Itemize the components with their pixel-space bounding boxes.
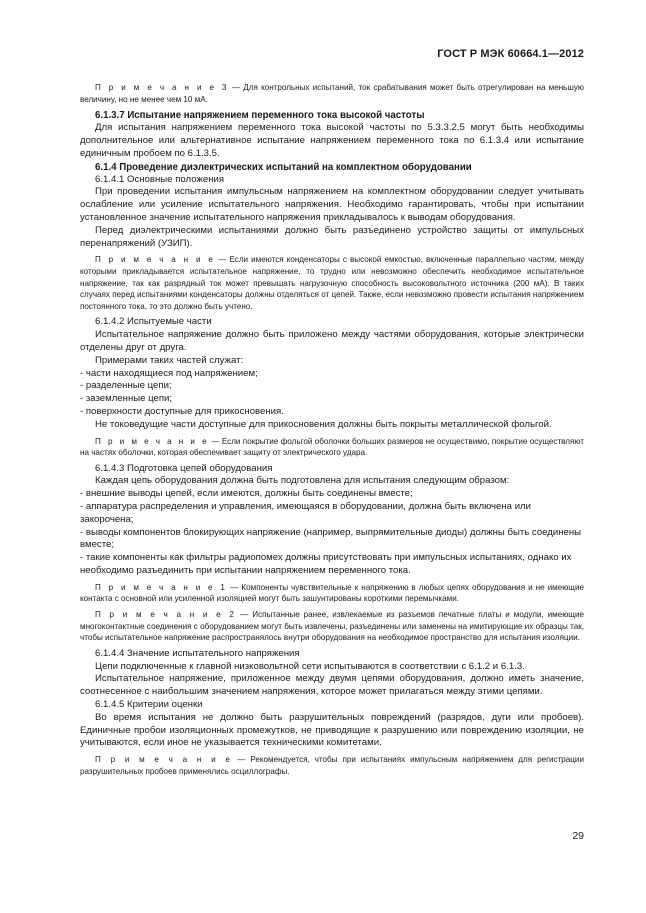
note-3 (80, 82, 584, 105)
heading-6-1-4-1: 6.1.4.1 Основные положения (95, 173, 225, 185)
heading-6-1-4: 6.1.4 Проведение диэлектрических испытаний на комплектном оборудовании (95, 161, 472, 173)
note-label: П р и м е ч а н и е (95, 255, 216, 265)
note (80, 436, 584, 459)
paragraph: Испытательное напряжение, приложенное между двумя цепями оборудования, должно иметь значение, соотнесенное с наибольшим значением напряжения, которое может прилагаться между этими цепями. (80, 673, 584, 698)
page-content (80, 78, 584, 781)
paragraph: Каждая цепь оборудования должна быть подготовлена для испытания следующим образом: (95, 475, 510, 487)
standard-header: ГОСТ Р МЭК 60664.1—2012 (437, 48, 584, 60)
paragraph: Примерами таких частей служат: (95, 354, 244, 366)
heading-6-1-4-2: 6.1.4.2 Испытуемые части (95, 316, 212, 328)
heading-6-1-4-3: 6.1.4.3 Подготовка цепей оборудования (95, 462, 273, 474)
paragraph: При проведении испытания импульсным напряжением на комплектном оборудовании следует учитывать ослабление или усиление испытательного напряжения. Необходимо гарантировать, чтобы при испытании установленное значение испытательного напряжения прикладывалось к выводам оборудования. (80, 186, 584, 223)
note-2 (80, 609, 584, 644)
page-number: 29 (572, 830, 584, 842)
note-text: — Испытанные ранее, извлекаемые из разъемов печатные платы и модули, имеющие многоконтактные соединения с оборудованием могут быть извлечены, разъединены или заменены на имитирующие их образцы так, чтобы испытательное напряжение распространялось внутри оборудования на необходимое пространство для испытания изоляции. (80, 610, 584, 643)
paragraph: Цепи подключенные к главной низковольтной сети испытываются в соответствии с 6.1.2 и 6.1.3. (95, 660, 525, 672)
list-item: - заземленные цепи; (80, 393, 173, 405)
note-text: — Рекомендуется, чтобы при испытаниях импульсным напряжением для регистрации разрушительных пробоев применялись осциллографы. (80, 755, 584, 776)
note-text: — Для контрольных испытаний, ток срабатывания может быть отрегулирован на меньшую величину, но не менее чем 10 мА. (80, 83, 584, 104)
note-label: П р и м е ч а н и е 2 (95, 610, 237, 620)
heading-6-1-4-4: 6.1.4.4 Значение испытательного напряжения (95, 647, 300, 659)
list-item: - разделенные цепи; (80, 380, 172, 392)
paragraph: Для испытания напряжением переменного тока высокой частоты по 5.3.3.2.5 могут быть необходимы дополнительное или альтернативное испытание напряжением переменного тока по 6.1.3.4 или испытание единичным пробоем по 6.1.3.5. (80, 122, 584, 159)
note-text: — Если покрытие фольгой оболочки больших размеров не осуществимо, покрытие осуществляют на частях оболочки, которая обеспечивает защиту от электрического удара. (80, 436, 584, 458)
list-item: - внешние выводы цепей, если имеются, должны быть соединены вместе; (80, 488, 413, 500)
list-item: - выводы компонентов блокирующих напряжение (например, выпрямительные диоды) должны быть соединены вместе; (80, 526, 582, 551)
heading-6-1-4-5: 6.1.4.5 Критерии оценки (95, 699, 203, 711)
list-item: - такие компоненты как фильтры радиопомех должны присутствовать при импульсных испытаниях, однако их необходимо разъединить при испытании напряжением переменного тока. (80, 552, 572, 577)
list-item: - аппаратура распределения и управления, имеющаяся в оборудовании, должна быть включена или закорочена; (80, 501, 532, 525)
paragraph: Перед диэлектрическими испытаниями должно быть разъединено устройство защиты от импульсных перенапряжений (УЗИП). (80, 224, 584, 249)
list-item: - поверхности доступные для прикосновения. (80, 405, 284, 417)
note (80, 754, 584, 777)
note (80, 254, 584, 312)
heading-6-1-3-7: 6.1.3.7 Испытание напряжением переменного тока высокой частоты (95, 110, 425, 122)
note-label: П р и м е ч а н и е (95, 755, 233, 765)
note-label: П р и м е ч а н и е 3 (95, 83, 229, 92)
list-item: - части находящиеся под напряжением; (80, 367, 258, 379)
note-1 (80, 582, 584, 605)
note-text: — Если имеются конденсаторы с высокой емкостью, включенные параллельно частям, между которыми прикладывается испытательное напряжение, то трудно или невозможно обеспечить необходимое испытательное напряжение, так как разрядный ток может превышать нагрузочную способность высоковольтного источника (200 мА). В таких случаях перед испытаниями конденсаторы должны отделяться от цепей. Также, если невозможно провести испытания напряжением постоянного тока, то это должно быть учтено. (80, 255, 584, 311)
note-label: П р и м е ч а н и е 1 (95, 582, 228, 592)
paragraph: Во время испытания не должно быть разрушительных повреждений (разрядов, дуги или пробоев). Единичные пробои изоляционных промежутков, не приводящие к разрушению или повреждению изоляции, не учитываются, если иное не указывается техническими комитетами. (80, 711, 584, 749)
paragraph: Не токоведущие части доступные для прикосновения должны быть покрыты металлической фольгой. (95, 418, 552, 430)
note-label: П р и м е ч а н и е (95, 436, 210, 446)
paragraph: Испытательное напряжение должно быть приложено между частями оборудования, которые электрически отделены друг от друга. (80, 329, 584, 353)
note-text: — Компоненты чувствительные к напряжению в любых цепях оборудования и не имеющие контакта с основной или усиленной изоляцией могут быть зашунтированы короткими перемычками. (80, 582, 584, 604)
